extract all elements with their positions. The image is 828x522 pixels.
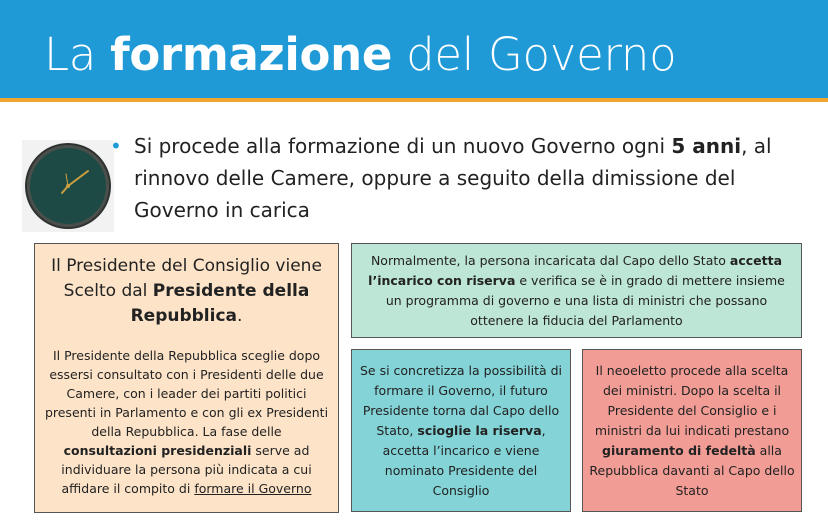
box-green-text [360, 251, 793, 331]
box-orange-body [43, 346, 330, 498]
orange-body-part-1: Il Presidente della Repubblica sceglie dopo essersi consultato con i Presidenti delle due Camere, con i leader dei partiti politici presenti in Parlamento e con gli ex Presidenti della Repubblica. La fase delle [44, 348, 329, 439]
bullet-text [134, 130, 810, 226]
box-dissolve-reserve [351, 349, 571, 512]
teal-part-1: Se si concretizza la possibilità di formare il Governo, il futuro Presidente torna dal Capo dello Stato, [359, 363, 563, 438]
bullet-text-part-1: Si procede alla formazione di un nuovo Governo ogni [134, 134, 672, 158]
box-accept-with-reserve [351, 243, 802, 338]
teal-bold: scioglie la riserva [417, 423, 542, 438]
header-accent-line [0, 98, 828, 102]
box-oath [582, 349, 802, 512]
title-part-2: del Governo [392, 28, 677, 81]
green-bold: accetta l’incarico con riserva [368, 253, 783, 288]
orange-body-underlined: formare il Governo [194, 481, 312, 496]
green-part-1: Normalmente, la persona incaricata dal Capo dello Stato [370, 253, 730, 268]
green-part-2: e verifica se è in grado di mettere insieme un programma di governo e una lista di ministri che possano ottenere la fiducia del Parlamento [385, 273, 785, 328]
red-part-2: alla Repubblica davanti al Capo dello Stato [589, 443, 795, 498]
orange-head-bold: Presidente della Repubblica [130, 281, 310, 326]
title-part-1: La [44, 28, 111, 81]
page-title [44, 30, 676, 80]
bullet-text-bold: 5 anni [671, 134, 742, 158]
box-orange-heading [45, 254, 328, 329]
orange-body-part-2: serve ad individuare la persona più indicata a cui affidare il compito di [61, 443, 312, 496]
teal-part-2: , accetta l’incarico e viene nominato Presidente del Consiglio [382, 423, 546, 498]
orange-head-part-1: Il Presidente del Consiglio viene Scelto dal [51, 256, 322, 301]
orange-head-part-2: . [237, 306, 243, 326]
bullet-dot-icon: • [110, 134, 122, 158]
orange-body-bold: consultazioni presidenziali [63, 443, 252, 458]
box-president-choice [34, 243, 339, 513]
bullet-text-part-2: , al rinnovo delle Camere, oppure a seguito della dimissione del Governo in carica [134, 134, 772, 222]
red-part-1: Il neoeletto procede alla scelta dei ministri. Dopo la scelta il Presidente del Consiglio e i ministri da lui indicati prestano [594, 363, 790, 438]
title-bold: formazione [110, 28, 393, 81]
box-teal-text [358, 361, 564, 501]
box-red-text [589, 361, 795, 501]
intro-bullet [110, 130, 810, 226]
red-bold: giuramento di fedeltà [602, 443, 756, 458]
wall-clock-icon [22, 140, 114, 232]
